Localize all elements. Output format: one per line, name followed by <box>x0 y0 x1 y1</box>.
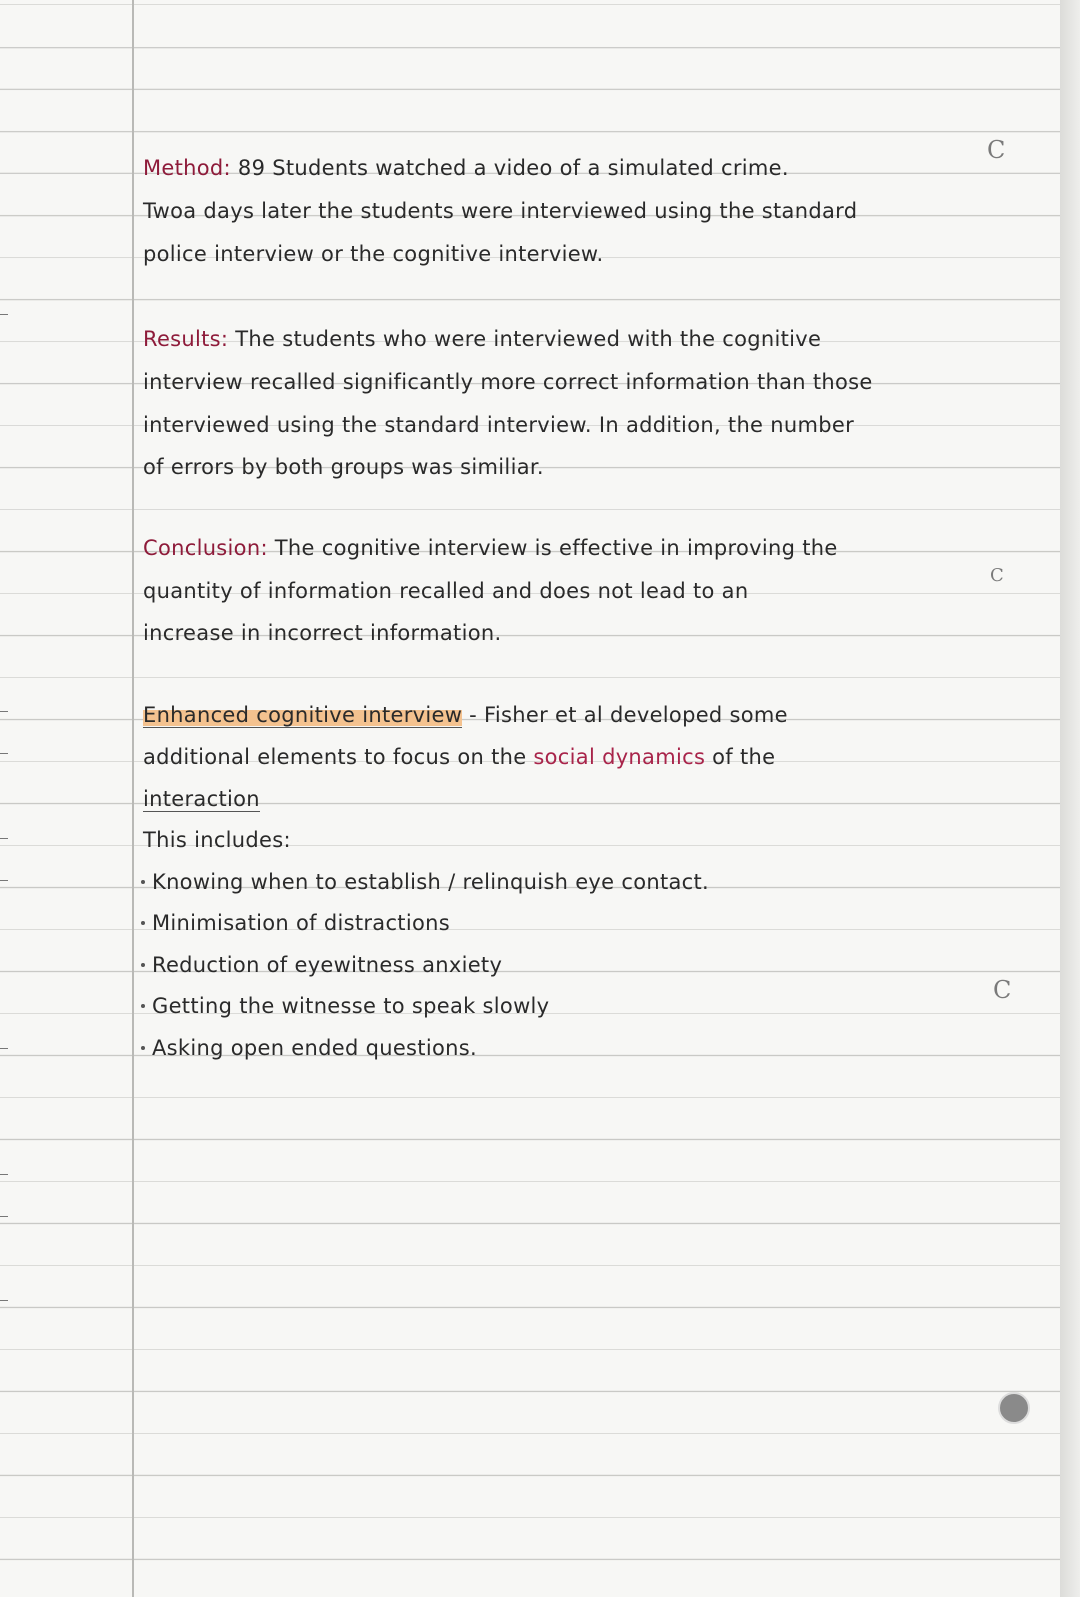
bullet-dot <box>141 963 145 967</box>
results-line-3: interviewed using the standard interview. In addition, the number <box>143 413 855 437</box>
enhanced-line-2 <box>143 745 775 769</box>
page-edge-shadow <box>1060 0 1080 1597</box>
margin-line <box>132 0 134 1597</box>
list-item: Reduction of eyewitness anxiety <box>152 953 503 977</box>
results-heading: Results: <box>143 327 229 351</box>
edge-tick <box>0 1216 8 1217</box>
method-heading: Method: <box>143 156 231 180</box>
results-line-4: of errors by both groups was similiar. <box>143 455 544 479</box>
conclusion-line-1 <box>143 536 838 560</box>
method-line-3: police interview or the cognitive interview. <box>143 242 604 266</box>
edge-tick <box>0 1174 8 1175</box>
conclusion-heading: Conclusion: <box>143 536 268 560</box>
list-item: Asking open ended questions. <box>152 1036 477 1060</box>
method-line-2: Twoa days later the students were interviewed using the standard <box>143 199 858 223</box>
edge-tick <box>0 711 8 712</box>
margin-mark: C <box>990 565 1004 586</box>
conclusion-line-3: increase in incorrect information. <box>143 621 502 645</box>
conclusion-text-1: The cognitive interview is effective in improving the <box>267 536 838 560</box>
edge-tick <box>0 1048 8 1049</box>
bullet-dot <box>141 880 145 884</box>
enhanced-text-3: interaction <box>143 787 260 811</box>
includes-label: This includes: <box>143 828 291 852</box>
results-line-2: interview recalled significantly more correct information than those <box>143 370 873 394</box>
margin-mark: C <box>987 136 1006 164</box>
enhanced-line-3 <box>143 787 260 811</box>
bullet-dot <box>141 1046 145 1050</box>
list-item: Getting the witnesse to speak slowly <box>152 994 550 1018</box>
method-line-1 <box>143 156 789 180</box>
enhanced-heading: Enhanced cognitive interview <box>143 703 463 727</box>
edge-tick <box>0 880 8 881</box>
results-text-1: The students who were interviewed with the cognitive <box>228 327 822 351</box>
list-item: Minimisation of distractions <box>152 911 450 935</box>
punch-hole <box>998 1392 1030 1424</box>
edge-tick <box>0 753 8 754</box>
method-text-1: 89 Students watched a video of a simulated crime. <box>230 156 789 180</box>
enhanced-text-2b: of the <box>705 745 776 769</box>
edge-tick <box>0 838 8 839</box>
enhanced-text-2a: additional elements to focus on the <box>143 745 534 769</box>
results-line-1 <box>143 327 821 351</box>
enhanced-line-1 <box>143 703 788 727</box>
edge-tick <box>0 314 8 315</box>
edge-tick <box>0 1300 8 1301</box>
social-dynamics-term: social dynamics <box>533 745 706 769</box>
conclusion-line-2: quantity of information recalled and does not lead to an <box>143 579 749 603</box>
bullet-dot <box>141 1004 145 1008</box>
enhanced-text-1: - Fisher et al developed some <box>462 703 788 727</box>
margin-mark: C <box>993 976 1012 1004</box>
bullet-dot <box>141 921 145 925</box>
list-item: Knowing when to establish / relinquish eye contact. <box>152 870 710 894</box>
